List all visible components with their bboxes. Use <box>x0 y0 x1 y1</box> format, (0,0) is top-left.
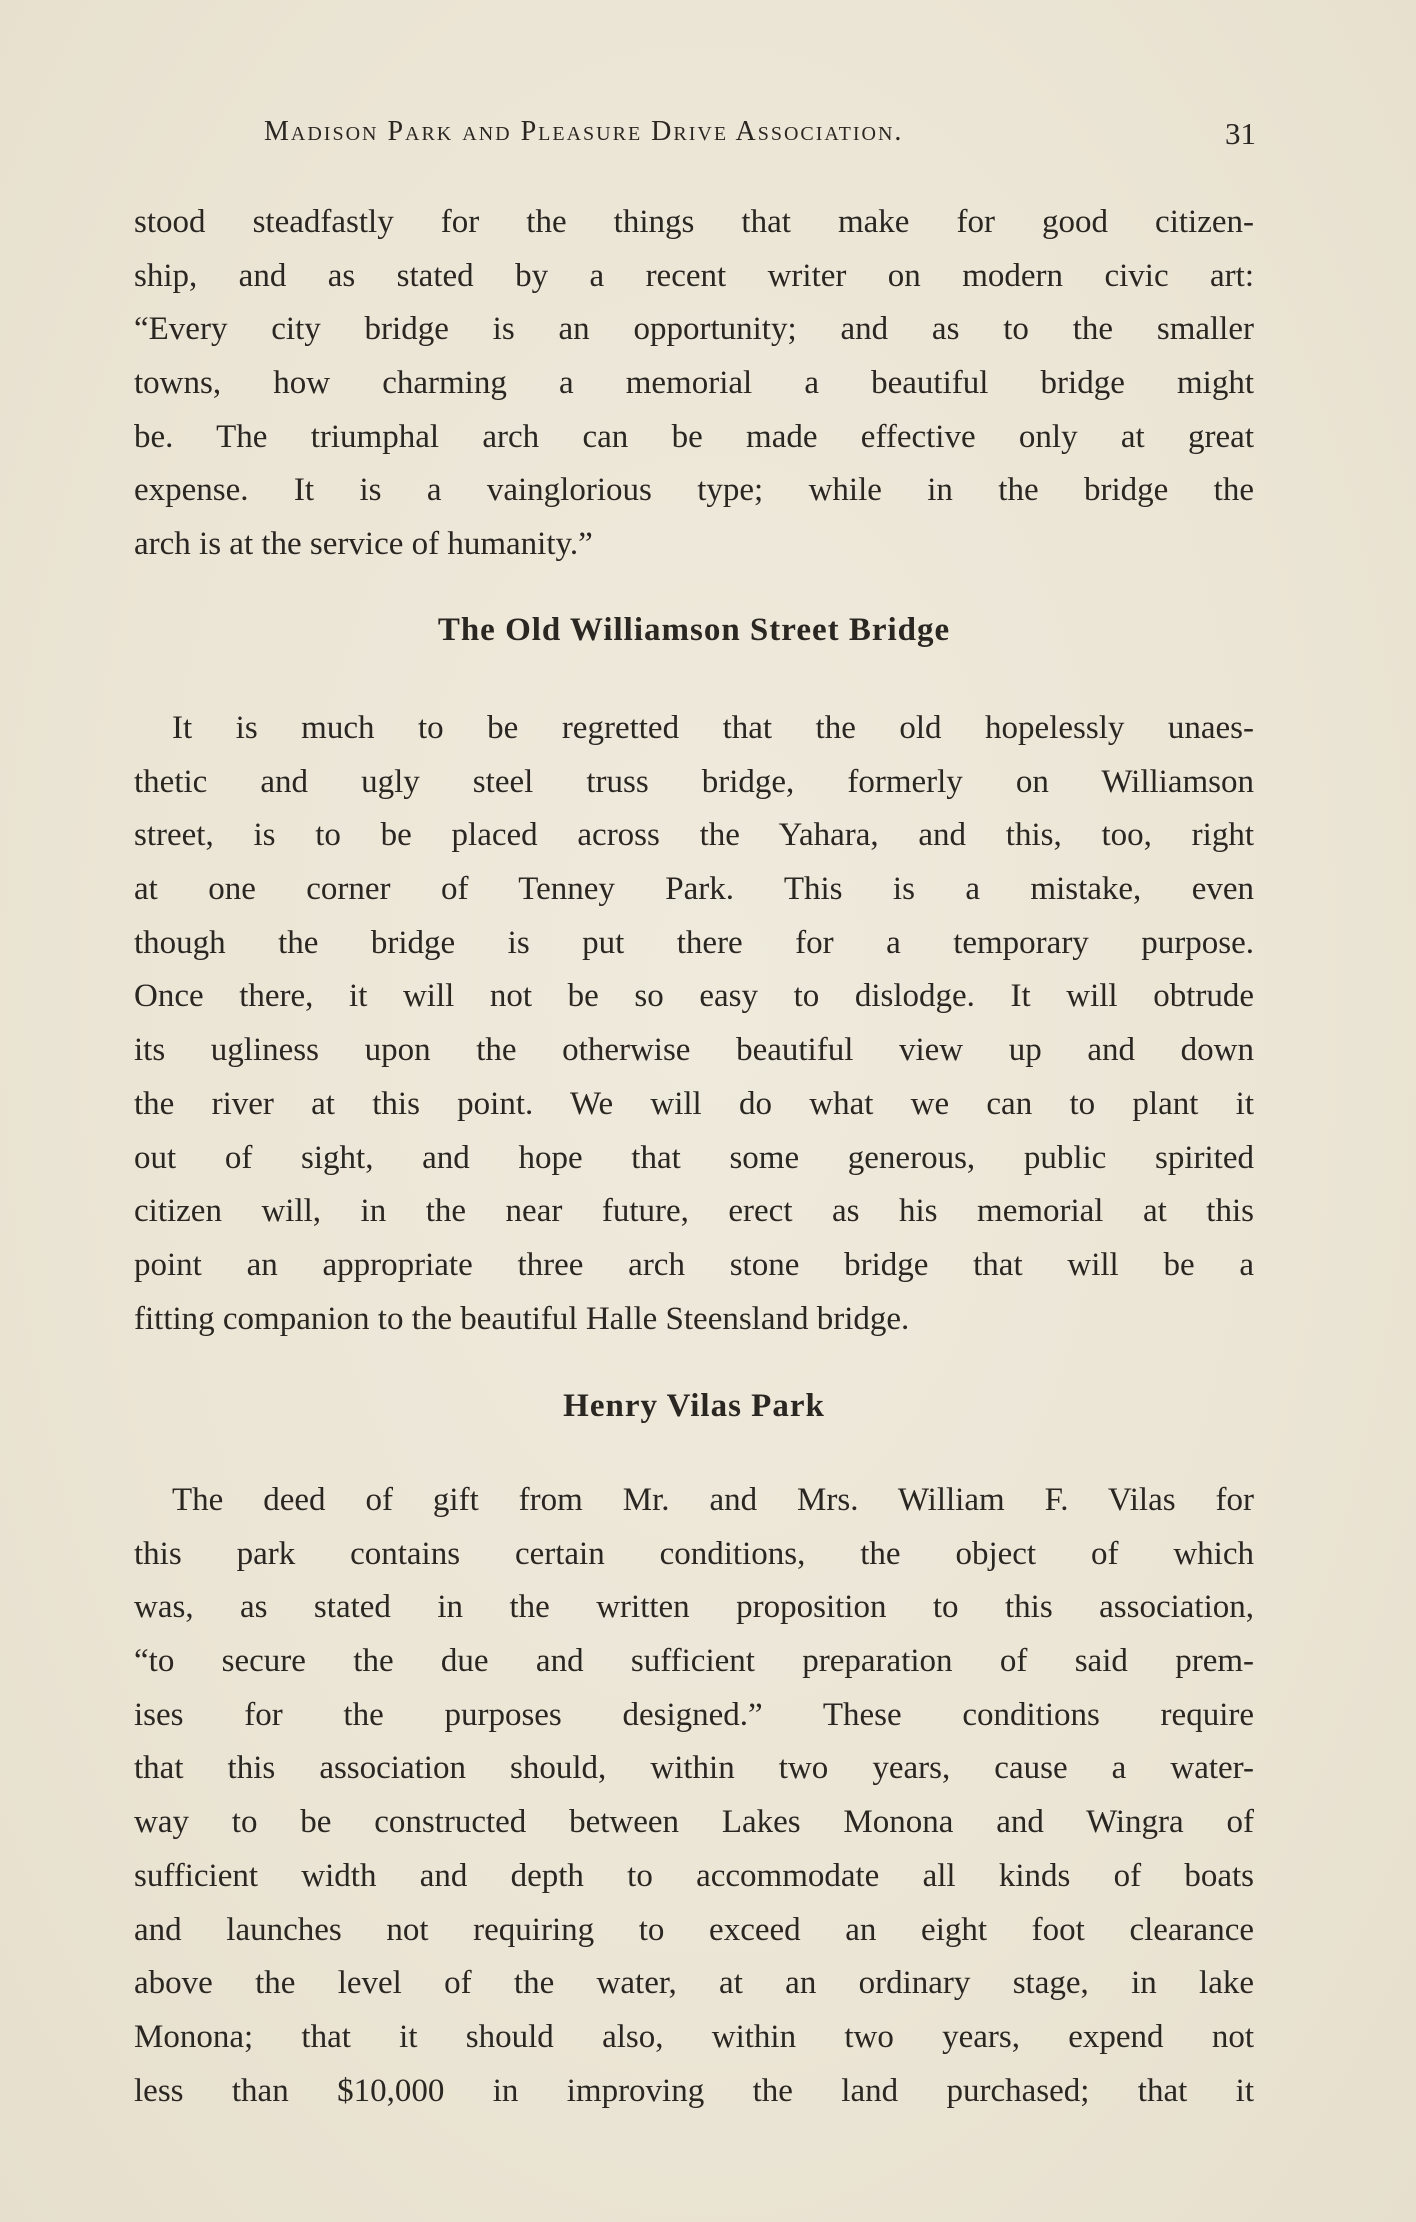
page-number: 31 <box>1225 116 1256 151</box>
section-heading-vilas-park: Henry Vilas Park <box>563 1388 825 1424</box>
text-line: though the bridge is put there for a temporary purpose. <box>134 924 1254 961</box>
text-line: The deed of gift from Mr. and Mrs. William F. Vilas for <box>172 1482 1254 1518</box>
text-line: fitting companion to the beautiful Halle Steensland bridge. <box>134 1300 910 1337</box>
text-line: out of sight, and hope that some generous, public spirited <box>134 1139 1254 1176</box>
text-line: was, as stated in the written proposition to this association, <box>134 1589 1254 1626</box>
text-line: Monona; that it should also, within two years, expend not <box>134 2018 1254 2055</box>
paragraph-vilas-park <box>134 1474 1254 2118</box>
text-line: ship, and as stated by a recent writer on modern civic art: <box>134 257 1254 294</box>
text-line: way to be constructed between Lakes Monona and Wingra of <box>134 1804 1254 1841</box>
text-line: towns, how charming a memorial a beautiful bridge might <box>134 365 1254 402</box>
text-line: at one corner of Tenney Park. This is a mistake, even <box>134 871 1254 908</box>
text-line: less than $10,000 in improving the land purchased; that it <box>134 2072 1254 2109</box>
text-line: It is much to be regretted that the old hopelessly unaes- <box>172 710 1254 746</box>
paragraph-civic-art <box>134 196 1254 572</box>
text-line: be. The triumphal arch can be made effective only at great <box>134 418 1254 455</box>
text-line: thetic and ugly steel truss bridge, formerly on Williamson <box>134 763 1254 800</box>
text-line: this park contains certain conditions, the object of which <box>134 1535 1254 1572</box>
text-line: the river at this point. We will do what we can to plant it <box>134 1085 1254 1122</box>
text-line: above the level of the water, at an ordinary stage, in lake <box>134 1965 1254 2002</box>
text-line: “Every city bridge is an opportunity; and as to the smaller <box>134 311 1254 348</box>
text-line: Once there, it will not be so easy to dislodge. It will obtrude <box>134 978 1254 1015</box>
text-line: its ugliness upon the otherwise beautiful view up and down <box>134 1032 1254 1069</box>
text-line: sufficient width and depth to accommodate all kinds of boats <box>134 1857 1254 1894</box>
text-line: “to secure the due and sufficient preparation of said prem- <box>134 1643 1254 1680</box>
text-line: street, is to be placed across the Yahara, and this, too, right <box>134 817 1254 854</box>
text-line: expense. It is a vainglorious type; while in the bridge the <box>134 472 1254 509</box>
text-line: arch is at the service of humanity.” <box>134 526 593 563</box>
text-line: and launches not requiring to exceed an eight foot clearance <box>134 1911 1254 1948</box>
text-line: point an appropriate three arch stone bridge that will be a <box>134 1246 1254 1283</box>
text-line: ises for the purposes designed.” These conditions require <box>134 1696 1254 1733</box>
paragraph-williamson-bridge <box>134 702 1254 1346</box>
text-line: that this association should, within two years, cause a water- <box>134 1750 1254 1787</box>
text-line: citizen will, in the near future, erect as his memorial at this <box>134 1193 1254 1230</box>
text-line: stood steadfastly for the things that make for good citizen- <box>134 204 1254 240</box>
running-title: Madison Park and Pleasure Drive Association. <box>264 116 904 147</box>
section-heading-williamson-bridge: The Old Williamson Street Bridge <box>437 612 951 648</box>
running-header <box>134 116 1256 160</box>
